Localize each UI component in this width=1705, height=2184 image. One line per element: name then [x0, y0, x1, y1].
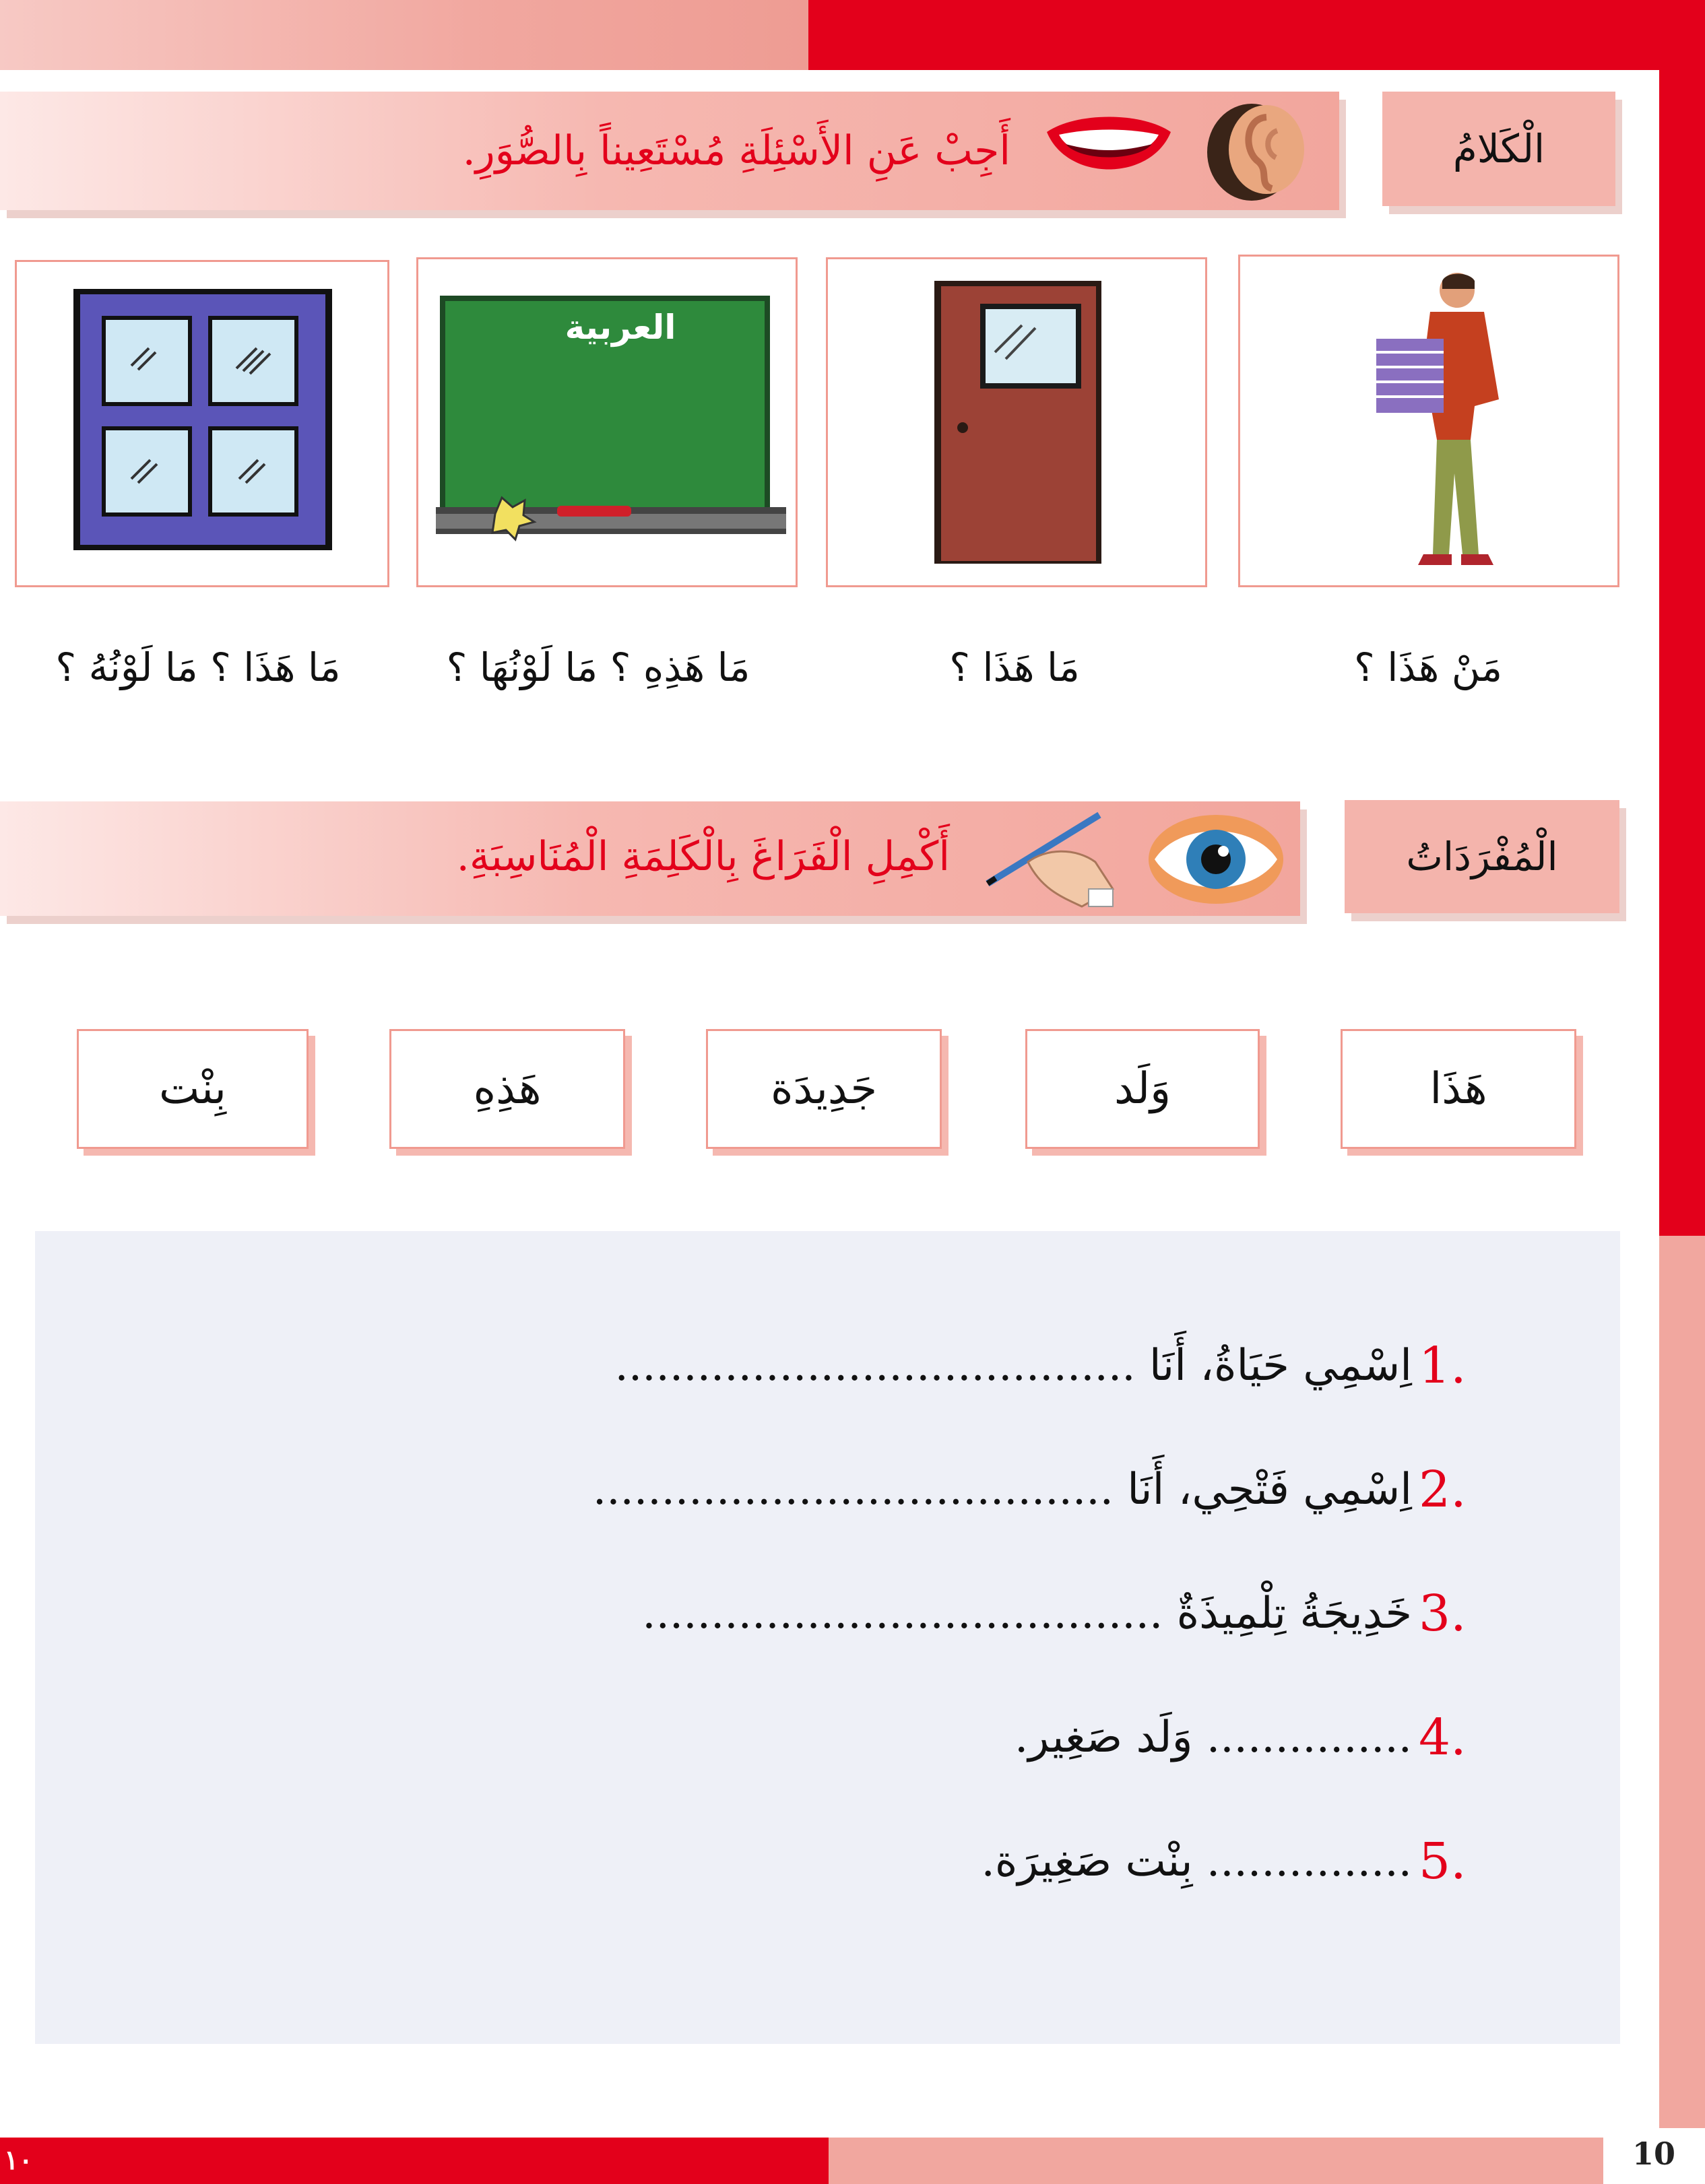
top-left-band [0, 0, 808, 70]
top-right-band [808, 0, 1705, 70]
exercise-1-number: 1. [1419, 1337, 1467, 1395]
speaking-label-text: الْكَلامُ [1452, 126, 1545, 172]
exercise-4-number: 4. [1419, 1709, 1467, 1766]
card-blackboard [416, 257, 798, 587]
vocabulary-instruction-text: أَكْمِلِ الْفَرَاغَ بِالْكَلِمَةِ الْمُنَاسِبَةِ. [456, 833, 950, 880]
exercise-3-text: خَدِيجَةُ تِلْمِيذَةٌ ...................................... [642, 1589, 1412, 1639]
vocabulary-label [1345, 800, 1619, 913]
exercise-5-number: 5. [1419, 1832, 1467, 1890]
pen-hand-icon [981, 808, 1116, 909]
word-bank-item-3: جَدِيدَة [706, 1029, 942, 1149]
question-2: مَا هَذَا ؟ [949, 644, 1080, 690]
door-picture [928, 271, 1109, 574]
word-bank-item-4: هَذِهِ [389, 1029, 625, 1149]
man-carrying-books-picture [1356, 271, 1518, 576]
bottom-band-right [829, 2138, 1623, 2184]
right-edge-band [1659, 0, 1705, 1236]
question-3: مَا هَذِهِ ؟ مَا لَوْنُهَا ؟ [446, 644, 750, 690]
exercise-2-text: اِسْمِي فَتْحِي، أَنَا ...................................... [592, 1465, 1412, 1515]
right-edge-band-lower [1659, 1236, 1705, 2184]
exercise-4-text: ............... وَلَد صَغِير. [1014, 1713, 1412, 1762]
bottom-band [0, 2138, 829, 2184]
card-man [1238, 255, 1619, 587]
window-picture [69, 286, 339, 562]
mouth-icon [1043, 112, 1175, 187]
speaking-instruction-text: أَجِبْ عَنِ الأَسْئِلَةِ مُسْتَعِيناً بِالصُّوَرِ. [462, 127, 1010, 174]
question-1: مَنْ هَذَا ؟ [1353, 644, 1503, 690]
question-4: مَا هَذَا ؟ مَا لَوْنُهُ ؟ [55, 644, 341, 690]
blackboard-text: العربية [565, 308, 676, 347]
word-bank-item-5: بِنْت [77, 1029, 309, 1149]
exercise-3-number: 3. [1419, 1585, 1467, 1643]
exercise-2-number: 2. [1419, 1461, 1467, 1519]
eye-icon [1145, 812, 1287, 906]
exercise-1-text: اِسْمِي حَيَاةُ، أَنَا ...................................... [614, 1341, 1412, 1391]
page-number-arabic: ١٠ [4, 2144, 33, 2176]
card-window [15, 260, 389, 587]
speaking-instruction-banner [0, 92, 1339, 210]
page-number: 10 [1632, 2136, 1675, 2172]
ear-icon [1204, 97, 1314, 205]
speaking-label [1382, 92, 1615, 206]
vocabulary-instruction-banner [0, 801, 1300, 916]
word-bank-item-2: وَلَد [1025, 1029, 1260, 1149]
vocabulary-label-text: الْمُفْرَدَاتُ [1406, 834, 1558, 880]
word-bank-item-1: هَذَا [1341, 1029, 1576, 1149]
exercise-5-text: ............... بِنْت صَغِيرَة. [981, 1836, 1412, 1886]
card-door [826, 257, 1207, 587]
